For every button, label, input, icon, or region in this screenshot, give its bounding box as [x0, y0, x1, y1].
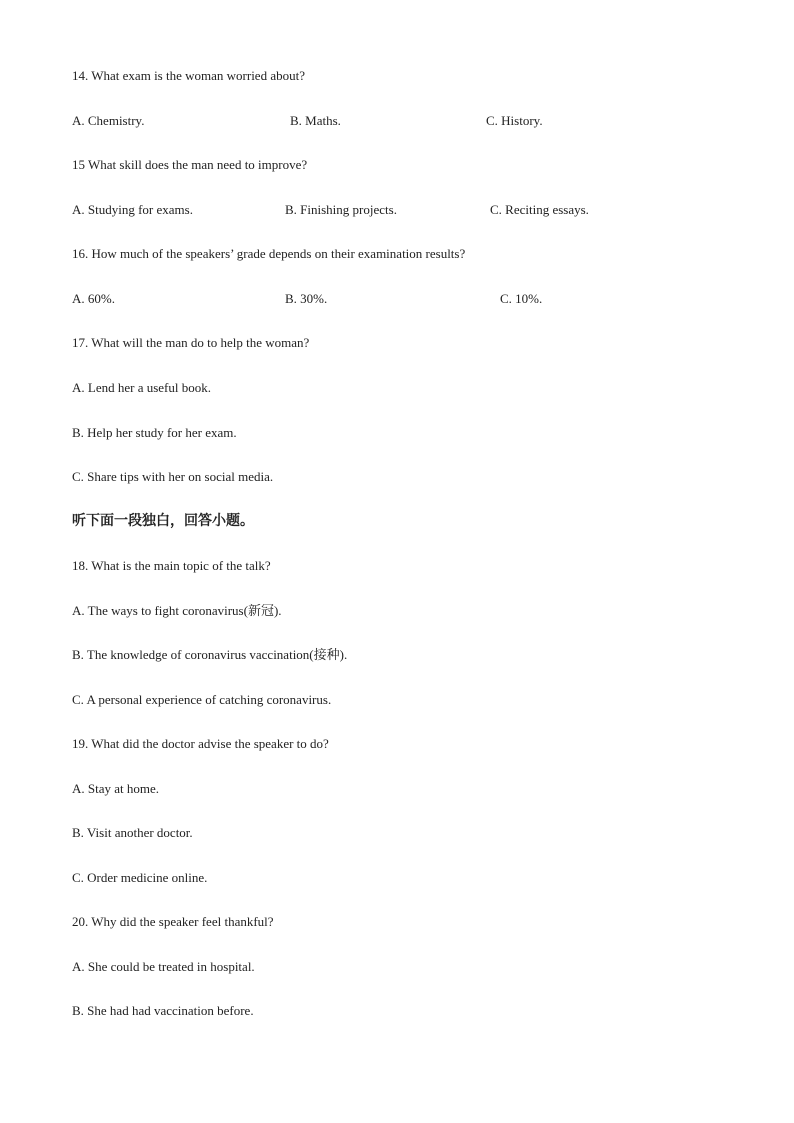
question-16: 16. How much of the speakers’ grade depends on their examination results?: [72, 246, 466, 261]
q15-option-c: C. Reciting essays.: [490, 202, 589, 217]
q19-option-b: B. Visit another doctor.: [72, 825, 193, 840]
question-18: 18. What is the main topic of the talk?: [72, 558, 271, 573]
q16-option-b: B. 30%.: [285, 291, 328, 306]
q14-option-a: A. Chemistry.: [72, 113, 145, 128]
q14-option-c: C. History.: [486, 113, 543, 128]
question-14: 14. What exam is the woman worried about?: [72, 68, 305, 83]
q17-option-a: A. Lend her a useful book.: [72, 380, 211, 395]
q17-option-b: B. Help her study for her exam.: [72, 425, 237, 440]
question-15: 15 What skill does the man need to improve?: [72, 157, 308, 172]
q15-option-a: A. Studying for exams.: [72, 202, 193, 217]
question-17: 17. What will the man do to help the woman?: [72, 335, 310, 350]
question-19: 19. What did the doctor advise the speaker to do?: [72, 736, 329, 751]
q19-option-c: C. Order medicine online.: [72, 870, 208, 885]
q14-option-b: B. Maths.: [290, 113, 341, 128]
section-heading: 听下面一段独白，回答小题。: [72, 513, 254, 529]
q16-option-a: A. 60%.: [72, 291, 115, 306]
q18-option-a: A. The ways to fight coronavirus(新冠).: [72, 603, 282, 618]
q16-option-c: C. 10%.: [500, 291, 543, 306]
q17-option-c: C. Share tips with her on social media.: [72, 469, 274, 484]
question-20: 20. Why did the speaker feel thankful?: [72, 914, 274, 929]
q19-option-a: A. Stay at home.: [72, 781, 160, 796]
q18-option-b: B. The knowledge of coronavirus vaccination(接种).: [72, 647, 348, 662]
q20-option-b: B. She had had vaccination before.: [72, 1003, 254, 1018]
q20-option-a: A. She could be treated in hospital.: [72, 959, 255, 974]
q15-option-b: B. Finishing projects.: [285, 202, 397, 217]
q18-option-c: C. A personal experience of catching coronavirus.: [72, 692, 332, 707]
